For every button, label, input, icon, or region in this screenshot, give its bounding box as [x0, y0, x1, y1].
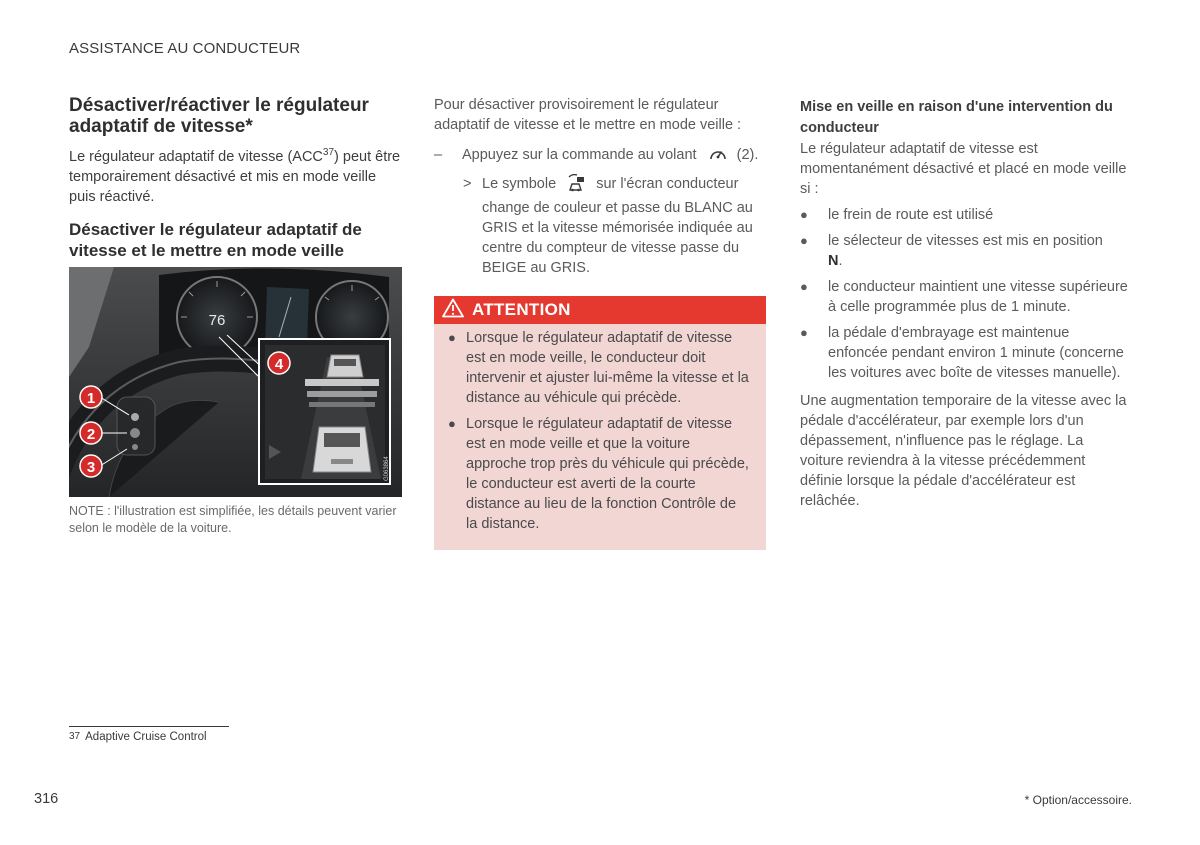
- result-text-end: sur l'écran conducteur change de couleur et passe du BLANC au GRIS et la vitesse mémorisée indiquée au centre du compteur de vitesse passe du BEIGE au GRIS.: [482, 176, 753, 276]
- svg-text:1: 1: [86, 389, 96, 407]
- steering-wheel-speed-icon: [709, 146, 727, 168]
- section-header: ASSISTANCE AU CONDUCTEUR: [69, 40, 301, 57]
- section-subtitle-right: Mise en veille en raison d'une intervention du conducteur: [800, 99, 1113, 136]
- footnote-number: 37: [69, 731, 81, 742]
- condition-item: ● la pédale d'embrayage est maintenue enfoncée pendant environ 1 minute (concerne les voitures avec boîte de vitesses manuelle).: [800, 325, 1124, 381]
- procedure-intro: Pour désactiver provisoirement le régulateur adaptatif de vitesse et le mettre en mode veille :: [434, 97, 742, 133]
- acc-car-symbol-icon: [566, 174, 586, 198]
- speed-readout: 76: [208, 311, 226, 329]
- attention-item: ● Lorsque le régulateur adaptatif de vitesse est en mode veille, le conducteur doit intervenir et ajuster lui-même la vitesse et la distance au véhicule qui précède.: [448, 330, 749, 406]
- callout-3: [80, 455, 102, 477]
- section-subtitle: Désactiver le régulateur adaptatif de vitesse et le mettre en mode veille: [69, 219, 362, 260]
- attention-item: ● Lorsque le régulateur adaptatif de vitesse est en mode veille et que la voiture approche trop près du véhicule qui précède, le conducteur est averti de la courte distance au lieu de la fonction Contrôle de la distance.: [448, 416, 749, 532]
- figure-caption: NOTE : l'illustration est simplifiée, les détails peuvent varier selon le modèle de la voiture.: [69, 503, 397, 535]
- svg-text:4: 4: [274, 355, 284, 373]
- intro-paragraph: [69, 143, 404, 207]
- step-text: Appuyez sur la commande au volant: [462, 147, 697, 163]
- intro-text-start: Le régulateur adaptatif de vitesse (ACC: [69, 148, 323, 165]
- attention-header: [434, 296, 766, 324]
- callout-2: [80, 422, 102, 444]
- page-number: 316: [34, 791, 59, 807]
- callout-1: [80, 386, 102, 408]
- column-left: [69, 95, 404, 537]
- attention-title: ATTENTION: [472, 300, 571, 319]
- condition-item: ● le sélecteur de vitesses est mis en position N.: [800, 233, 1103, 269]
- svg-text:3: 3: [86, 458, 96, 476]
- svg-text:2: 2: [86, 425, 96, 443]
- attention-box: [434, 296, 766, 550]
- condition-item: ● le frein de route est utilisé: [800, 207, 994, 223]
- procedure-result: [434, 174, 766, 278]
- step-marker: –: [434, 147, 443, 163]
- result-marker: >: [463, 176, 472, 192]
- illustration-svg: [69, 267, 402, 497]
- footnote-divider: [69, 726, 229, 727]
- column-middle: [434, 95, 766, 550]
- callout-4: [268, 352, 290, 374]
- closing-paragraph: Une augmentation temporaire de la vitesse avec la pédale d'accélérateur, par exemple lors d'un dépassement, n'influence pas le réglage. La voiture reviendra à la vitesse précédemment définie lorsque la pédale d'accélérateur est relâchée.: [800, 393, 1127, 509]
- condition-item: ● le conducteur maintient une vitesse supérieure à celle programmée plus de 1 minute.: [800, 279, 1128, 315]
- column-right: [800, 97, 1130, 511]
- attention-body: [434, 324, 766, 550]
- steering-wheel-illustration: [69, 267, 402, 497]
- footnote-text: Adaptive Cruise Control: [85, 731, 207, 743]
- conditions-intro: Le régulateur adaptatif de vitesse est momentanément désactivé et placé en mode veille si :: [800, 141, 1127, 197]
- procedure-step: [434, 145, 766, 168]
- footnote-ref: 37: [322, 147, 335, 158]
- page-title: Désactiver/réactiver le régulateur adaptatif de vitesse*: [69, 95, 369, 137]
- warning-triangle-icon: [442, 298, 464, 323]
- option-note: * Option/accessoire.: [1024, 793, 1132, 807]
- footnote: [69, 731, 207, 743]
- step-reference: (2).: [736, 147, 759, 163]
- result-text-start: Le symbole: [482, 176, 557, 192]
- image-code: G063864: [384, 456, 390, 481]
- intro-text-end: ) peut être temporairement désactivé et mis en mode veille puis réactivé.: [69, 148, 401, 205]
